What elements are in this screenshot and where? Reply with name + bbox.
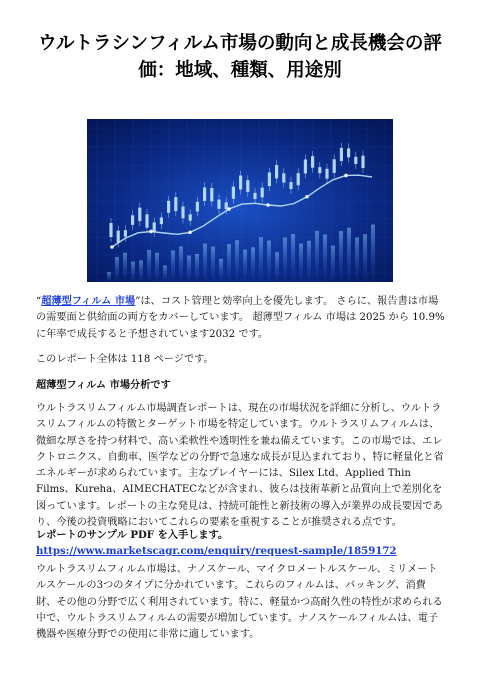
sample-request-link[interactable]: https://www.marketscagr.com/enquiry/request-sample/1859172 <box>36 545 397 558</box>
sample-request-paragraph <box>36 527 446 560</box>
section-heading: 超薄型フィルム 市場分析です <box>36 379 171 391</box>
intro-paragraph: “超薄型フィルム 市場”は、コスト管理と効率向上を優先します。 さらに、報告書は市場の需要面と供給面の両方をカバーしています。 超薄型フィルム 市場は 2025 から 10.9% に年率で成長すると予想されています2032 です。 <box>36 295 445 340</box>
analysis-paragraph: ウルトラスリムフィルム市場調査レポートは、現在の市場状況を詳細に分析し、ウルトラスリムフィルムの特徴とターゲット市場を特定しています。ウルトラスリムフィルムは、微細な厚さを持つ材料で、高い柔軟性や透明性を兼ね備えています。この市場では、エレクトロニクス、自動車、医学などの分野で急速な成長が見込まれており、特に軽量化と省エネルギーが求められています。主なプレイヤーには、Silex Ltd、Applied Thin Films、Kureha、AIMECHATECなどが含まれ、彼らは技術革新と品質向上で差別化を図っています。レポートの主な発見は、持続可能性と新技術の導入が業界の成長要因であり、今後の投資戦略においてこれらの要素を重視することが推奨される点です。 <box>36 403 444 529</box>
market-growth-chart-illustration-icon <box>87 119 393 282</box>
page-count-text: このレポート全体は 118 ページです。 <box>36 354 214 365</box>
page-title: ウルトラシンフィルム市場の動向と成長機会の評価：地域、種類、用途別 <box>38 33 442 81</box>
market-report-link[interactable]: 超薄型フィルム 市場 <box>41 295 136 307</box>
segments-paragraph: ウルトラスリムフィルム市場は、ナノスケール、マイクロメートルスケール、ミリメートルスケールの3つのタイプに分かれています。これらのフィルムは、パッキング、消費財、その他の分野で広く利用されています。特に、軽量かつ高耐久性の特性が求められる中で、ウルトラスリムフィルムの需要が増加しています。ナノスケールフィルムは、電子機器や医療分野での使用に非常に適しています。 <box>36 564 443 641</box>
sample-request-label: レポートのサンプル PDF を入手します。 <box>36 529 229 541</box>
